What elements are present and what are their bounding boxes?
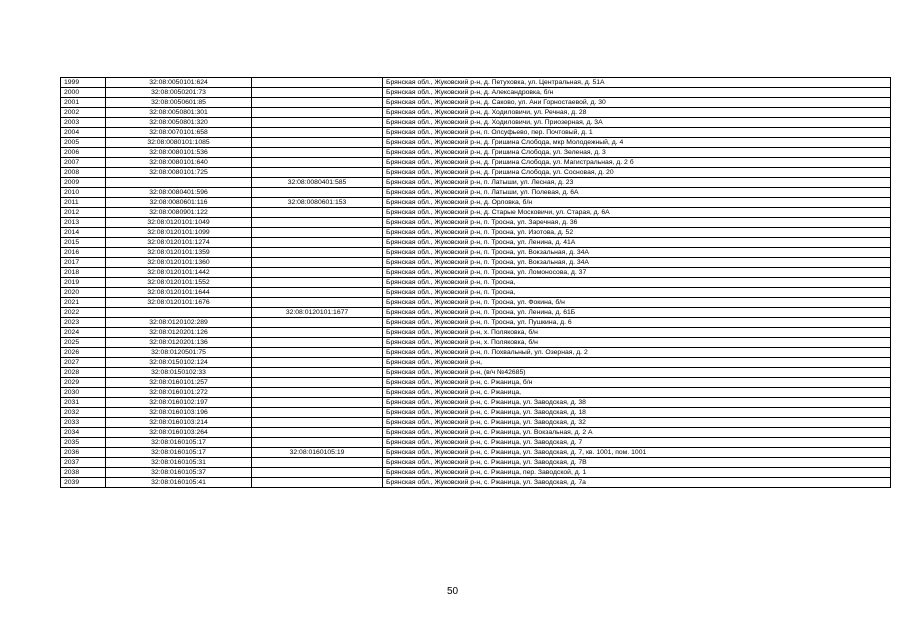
- related-cadastral-number-cell: [252, 478, 383, 488]
- cadastral-number-cell: 32:08:0160105:37: [106, 468, 252, 478]
- address-cell: Брянская обл., Жуковский р-н, д. Гришина Слобода, мкр Молодежный, д. 4: [383, 138, 891, 148]
- table-row: [61, 458, 891, 468]
- row-number-cell: 2038: [61, 468, 106, 478]
- related-cadastral-number-cell: 32:08:0120101:1677: [252, 308, 383, 318]
- cadastral-number-cell: 32:08:0160101:257: [106, 378, 252, 388]
- related-cadastral-number-cell: [252, 288, 383, 298]
- related-cadastral-number-cell: [252, 258, 383, 268]
- address-cell: Брянская обл., Жуковский р-н, п. Тросна, ул. Ленина, д. 61Б: [383, 308, 891, 318]
- row-number-cell: 2000: [61, 88, 106, 98]
- table-row: [61, 248, 891, 258]
- row-number-cell: 2026: [61, 348, 106, 358]
- table-row: [61, 308, 891, 318]
- table-row: [61, 98, 891, 108]
- related-cadastral-number-cell: 32:08:0080401:585: [252, 178, 383, 188]
- related-cadastral-number-cell: [252, 238, 383, 248]
- cadastral-number-cell: 32:08:0120501:75: [106, 348, 252, 358]
- row-number-cell: 2004: [61, 128, 106, 138]
- row-number-cell: 2005: [61, 138, 106, 148]
- related-cadastral-number-cell: [252, 248, 383, 258]
- address-cell: Брянская обл., Жуковский р-н, п. Тросна, ул. Ленина, д. 41А: [383, 238, 891, 248]
- row-number-cell: 2013: [61, 218, 106, 228]
- related-cadastral-number-cell: [252, 348, 383, 358]
- row-number-cell: 2016: [61, 248, 106, 258]
- related-cadastral-number-cell: [252, 78, 383, 88]
- table-row: [61, 298, 891, 308]
- cadastral-number-cell: 32:08:0080601:116: [106, 198, 252, 208]
- table-row: [61, 188, 891, 198]
- table-row: [61, 318, 891, 328]
- cadastral-number-cell: 32:08:0080101:725: [106, 168, 252, 178]
- related-cadastral-number-cell: [252, 208, 383, 218]
- related-cadastral-number-cell: [252, 188, 383, 198]
- related-cadastral-number-cell: [252, 278, 383, 288]
- cadastral-number-cell: 32:08:0160101:272: [106, 388, 252, 398]
- cadastral-number-cell: 32:08:0120101:1644: [106, 288, 252, 298]
- address-cell: Брянская обл., Жуковский р-н, д. Ходиловичи, ул. Речная, д. 28: [383, 108, 891, 118]
- related-cadastral-number-cell: [252, 148, 383, 158]
- cadastral-number-cell: 32:08:0050101:624: [106, 78, 252, 88]
- row-number-cell: 2019: [61, 278, 106, 288]
- table-row: [61, 148, 891, 158]
- cadastral-number-cell: 32:08:0120101:1049: [106, 218, 252, 228]
- address-cell: Брянская обл., Жуковский р-н, с. Ржаница, ул. Заводская, д. 7, кв. 1001, пом. 1001: [383, 448, 891, 458]
- page-number: 50: [446, 586, 459, 597]
- row-number-cell: 2003: [61, 118, 106, 128]
- table-body: [61, 78, 891, 488]
- cadastral-number-cell: [106, 308, 252, 318]
- related-cadastral-number-cell: [252, 98, 383, 108]
- address-cell: Брянская обл., Жуковский р-н, с. Ржаница, пер. Заводской, д. 1: [383, 468, 891, 478]
- related-cadastral-number-cell: [252, 138, 383, 148]
- cadastral-number-cell: 32:08:0120102:289: [106, 318, 252, 328]
- table-row: [61, 158, 891, 168]
- table-row: [61, 208, 891, 218]
- cadastral-number-cell: 32:08:0050201:73: [106, 88, 252, 98]
- table-row: [61, 268, 891, 278]
- row-number-cell: 2024: [61, 328, 106, 338]
- address-cell: Брянская обл., Жуковский р-н, д. Орловка, б/н: [383, 198, 891, 208]
- row-number-cell: 2031: [61, 398, 106, 408]
- row-number-cell: 2008: [61, 168, 106, 178]
- related-cadastral-number-cell: [252, 108, 383, 118]
- related-cadastral-number-cell: [252, 118, 383, 128]
- row-number-cell: 2033: [61, 418, 106, 428]
- row-number-cell: 2011: [61, 198, 106, 208]
- related-cadastral-number-cell: [252, 358, 383, 368]
- row-number-cell: 2025: [61, 338, 106, 348]
- row-number-cell: 2035: [61, 438, 106, 448]
- related-cadastral-number-cell: [252, 458, 383, 468]
- row-number-cell: 2036: [61, 448, 106, 458]
- table-row: [61, 448, 891, 458]
- cadastral-number-cell: 32:08:0120101:1360: [106, 258, 252, 268]
- row-number-cell: 2032: [61, 408, 106, 418]
- table-row: [61, 438, 891, 448]
- table-row: [61, 368, 891, 378]
- address-cell: Брянская обл., Жуковский р-н, д. Петуховка, ул. Центральная, д. 51А: [383, 78, 891, 88]
- related-cadastral-number-cell: [252, 298, 383, 308]
- cadastral-number-cell: 32:08:0120201:136: [106, 338, 252, 348]
- address-cell: Брянская обл., Жуковский р-н, д. Гришина Слобода, ул. Магистральная, д. 2 б: [383, 158, 891, 168]
- address-cell: Брянская обл., Жуковский р-н, д. Александровка, б/н: [383, 88, 891, 98]
- address-cell: Брянская обл., Жуковский р-н, с. Ржаница, ул. Вокзальная, д. 2 А: [383, 428, 891, 438]
- table-row: [61, 88, 891, 98]
- table-row: [61, 198, 891, 208]
- address-cell: Брянская обл., Жуковский р-н, п. Тросна, ул. Изотова, д. 52: [383, 228, 891, 238]
- related-cadastral-number-cell: [252, 268, 383, 278]
- address-cell: Брянская обл., Жуковский р-н, с. Ржаница, ул. Заводская, д. 7а: [383, 478, 891, 488]
- table-row: [61, 358, 891, 368]
- table-row: [61, 118, 891, 128]
- cadastral-number-cell: 32:08:0120101:1274: [106, 238, 252, 248]
- table-row: [61, 218, 891, 228]
- related-cadastral-number-cell: [252, 428, 383, 438]
- row-number-cell: 2007: [61, 158, 106, 168]
- address-cell: Брянская обл., Жуковский р-н, п. Тросна,: [383, 278, 891, 288]
- address-cell: Брянская обл., Жуковский р-н, с. Ржаница,: [383, 388, 891, 398]
- address-cell: Брянская обл., Жуковский р-н, п. Тросна, ул. Вокзальная, д. 34А: [383, 258, 891, 268]
- address-cell: Брянская обл., Жуковский р-н, с. Ржаница, б/н: [383, 378, 891, 388]
- address-cell: Брянская обл., Жуковский р-н, д. Ходиловичи, ул. Приозерная, д. 3А: [383, 118, 891, 128]
- row-number-cell: 2012: [61, 208, 106, 218]
- cadastral-number-cell: 32:08:0120101:1442: [106, 268, 252, 278]
- row-number-cell: 2023: [61, 318, 106, 328]
- row-number-cell: 2037: [61, 458, 106, 468]
- address-cell: Брянская обл., Жуковский р-н,: [383, 358, 891, 368]
- related-cadastral-number-cell: [252, 128, 383, 138]
- address-cell: Брянская обл., Жуковский р-н, п. Тросна, ул. Заречная, д. 36: [383, 218, 891, 228]
- cadastral-number-cell: 32:08:0080101:536: [106, 148, 252, 158]
- row-number-cell: 2014: [61, 228, 106, 238]
- related-cadastral-number-cell: [252, 388, 383, 398]
- address-cell: Брянская обл., Жуковский р-н, с. Ржаница, ул. Заводская, д. 18: [383, 408, 891, 418]
- row-number-cell: 2020: [61, 288, 106, 298]
- table-row: [61, 468, 891, 478]
- table-row: [61, 138, 891, 148]
- related-cadastral-number-cell: [252, 168, 383, 178]
- table-row: [61, 178, 891, 188]
- row-number-cell: 2010: [61, 188, 106, 198]
- address-cell: Брянская обл., Жуковский р-н, д. Гришина Слобода, ул. Сосновая, д. 20: [383, 168, 891, 178]
- address-cell: Брянская обл., Жуковский р-н, с. Ржаница, ул. Заводская, д. 32: [383, 418, 891, 428]
- row-number-cell: 2022: [61, 308, 106, 318]
- address-cell: Брянская обл., Жуковский р-н, х. Поляковка, б/н: [383, 328, 891, 338]
- row-number-cell: 2006: [61, 148, 106, 158]
- row-number-cell: 2009: [61, 178, 106, 188]
- row-number-cell: 2030: [61, 388, 106, 398]
- table-row: [61, 328, 891, 338]
- address-cell: Брянская обл., Жуковский р-н, п. Олсуфьево, пер. Почтовый, д. 1: [383, 128, 891, 138]
- table-row: [61, 258, 891, 268]
- table-row: [61, 348, 891, 358]
- related-cadastral-number-cell: [252, 228, 383, 238]
- table-row: [61, 228, 891, 238]
- table-row: [61, 398, 891, 408]
- registry-table: [60, 77, 891, 488]
- cadastral-number-cell: 32:08:0160103:214: [106, 418, 252, 428]
- cadastral-number-cell: 32:08:0120101:1676: [106, 298, 252, 308]
- cadastral-number-cell: 32:08:0050801:301: [106, 108, 252, 118]
- table-row: [61, 288, 891, 298]
- address-cell: Брянская обл., Жуковский р-н, п. Тросна,: [383, 288, 891, 298]
- cadastral-number-cell: 32:08:0160102:197: [106, 398, 252, 408]
- row-number-cell: 2027: [61, 358, 106, 368]
- row-number-cell: 1999: [61, 78, 106, 88]
- related-cadastral-number-cell: [252, 218, 383, 228]
- address-cell: Брянская обл., Жуковский р-н, п. Латыши, ул. Полевая, д. 6А: [383, 188, 891, 198]
- row-number-cell: 2034: [61, 428, 106, 438]
- address-cell: Брянская обл., Жуковский р-н, с. Ржаница, ул. Заводская, д. 7: [383, 438, 891, 448]
- address-cell: Брянская обл., Жуковский р-н, д. Гришина Слобода, ул. Зеленая, д. 3: [383, 148, 891, 158]
- row-number-cell: 2018: [61, 268, 106, 278]
- address-cell: Брянская обл., Жуковский р-н, п. Похвальный, ул. Озерная, д. 2: [383, 348, 891, 358]
- address-cell: Брянская обл., Жуковский р-н, с. Ржаница, ул. Заводская, д. 7В: [383, 458, 891, 468]
- table-row: [61, 408, 891, 418]
- table-row: [61, 338, 891, 348]
- cadastral-number-cell: 32:08:0160105:31: [106, 458, 252, 468]
- related-cadastral-number-cell: [252, 158, 383, 168]
- cadastral-number-cell: 32:08:0160103:264: [106, 428, 252, 438]
- related-cadastral-number-cell: [252, 368, 383, 378]
- table-row: [61, 388, 891, 398]
- cadastral-number-cell: 32:08:0120101:1359: [106, 248, 252, 258]
- address-cell: Брянская обл., Жуковский р-н, п. Тросна, ул. Вокзальная, д. 34А: [383, 248, 891, 258]
- cadastral-number-cell: 32:08:0080401:596: [106, 188, 252, 198]
- related-cadastral-number-cell: [252, 418, 383, 428]
- cadastral-number-cell: 32:08:0120101:1552: [106, 278, 252, 288]
- cadastral-number-cell: [106, 178, 252, 188]
- related-cadastral-number-cell: [252, 318, 383, 328]
- address-cell: Брянская обл., Жуковский р-н, (в/ч №42685): [383, 368, 891, 378]
- cadastral-number-cell: 32:08:0160103:196: [106, 408, 252, 418]
- row-number-cell: 2015: [61, 238, 106, 248]
- row-number-cell: 2029: [61, 378, 106, 388]
- address-cell: Брянская обл., Жуковский р-н, п. Тросна, ул. Ломоносова, д. 37: [383, 268, 891, 278]
- cadastral-number-cell: 32:08:0080901:122: [106, 208, 252, 218]
- table-row: [61, 238, 891, 248]
- related-cadastral-number-cell: 32:08:0080601:153: [252, 198, 383, 208]
- related-cadastral-number-cell: [252, 438, 383, 448]
- cadastral-number-cell: 32:08:0080101:1085: [106, 138, 252, 148]
- address-cell: Брянская обл., Жуковский р-н, х. Поляковка, б/н: [383, 338, 891, 348]
- cadastral-number-cell: 32:08:0080101:640: [106, 158, 252, 168]
- address-cell: Брянская обл., Жуковский р-н, п. Латыши, ул. Лесная, д. 23: [383, 178, 891, 188]
- table-row: [61, 168, 891, 178]
- cadastral-number-cell: 32:08:0160105:41: [106, 478, 252, 488]
- address-cell: Брянская обл., Жуковский р-н, с. Ржаница, ул. Заводская, д. 38: [383, 398, 891, 408]
- table-row: [61, 428, 891, 438]
- row-number-cell: 2021: [61, 298, 106, 308]
- related-cadastral-number-cell: [252, 338, 383, 348]
- cadastral-number-cell: 32:08:0050601:85: [106, 98, 252, 108]
- related-cadastral-number-cell: [252, 398, 383, 408]
- table-row: [61, 128, 891, 138]
- cadastral-number-cell: 32:08:0160105:17: [106, 448, 252, 458]
- cadastral-number-cell: 32:08:0160105:17: [106, 438, 252, 448]
- related-cadastral-number-cell: [252, 88, 383, 98]
- address-cell: Брянская обл., Жуковский р-н, п. Тросна, ул. Фокина, б/н: [383, 298, 891, 308]
- cadastral-number-cell: 32:08:0050801:320: [106, 118, 252, 128]
- table-row: [61, 78, 891, 88]
- row-number-cell: 2039: [61, 478, 106, 488]
- address-cell: Брянская обл., Жуковский р-н, д. Старые Московичи, ул. Старая, д. 6А: [383, 208, 891, 218]
- cadastral-number-cell: 32:08:0150102:33: [106, 368, 252, 378]
- cadastral-number-cell: 32:08:0070101:658: [106, 128, 252, 138]
- row-number-cell: 2017: [61, 258, 106, 268]
- related-cadastral-number-cell: [252, 408, 383, 418]
- row-number-cell: 2028: [61, 368, 106, 378]
- address-cell: Брянская обл., Жуковский р-н, д. Саково, ул. Ани Горностаевой, д. 30: [383, 98, 891, 108]
- table-row: [61, 478, 891, 488]
- related-cadastral-number-cell: [252, 378, 383, 388]
- table-row: [61, 108, 891, 118]
- related-cadastral-number-cell: [252, 328, 383, 338]
- related-cadastral-number-cell: 32:08:0160105:19: [252, 448, 383, 458]
- related-cadastral-number-cell: [252, 468, 383, 478]
- row-number-cell: 2002: [61, 108, 106, 118]
- cadastral-number-cell: 32:08:0120101:1099: [106, 228, 252, 238]
- table-row: [61, 378, 891, 388]
- cadastral-number-cell: 32:08:0150102:124: [106, 358, 252, 368]
- table-row: [61, 278, 891, 288]
- row-number-cell: 2001: [61, 98, 106, 108]
- cadastral-number-cell: 32:08:0120201:126: [106, 328, 252, 338]
- table-row: [61, 418, 891, 428]
- address-cell: Брянская обл., Жуковский р-н, п. Тросна, ул. Пушкина, д. 6: [383, 318, 891, 328]
